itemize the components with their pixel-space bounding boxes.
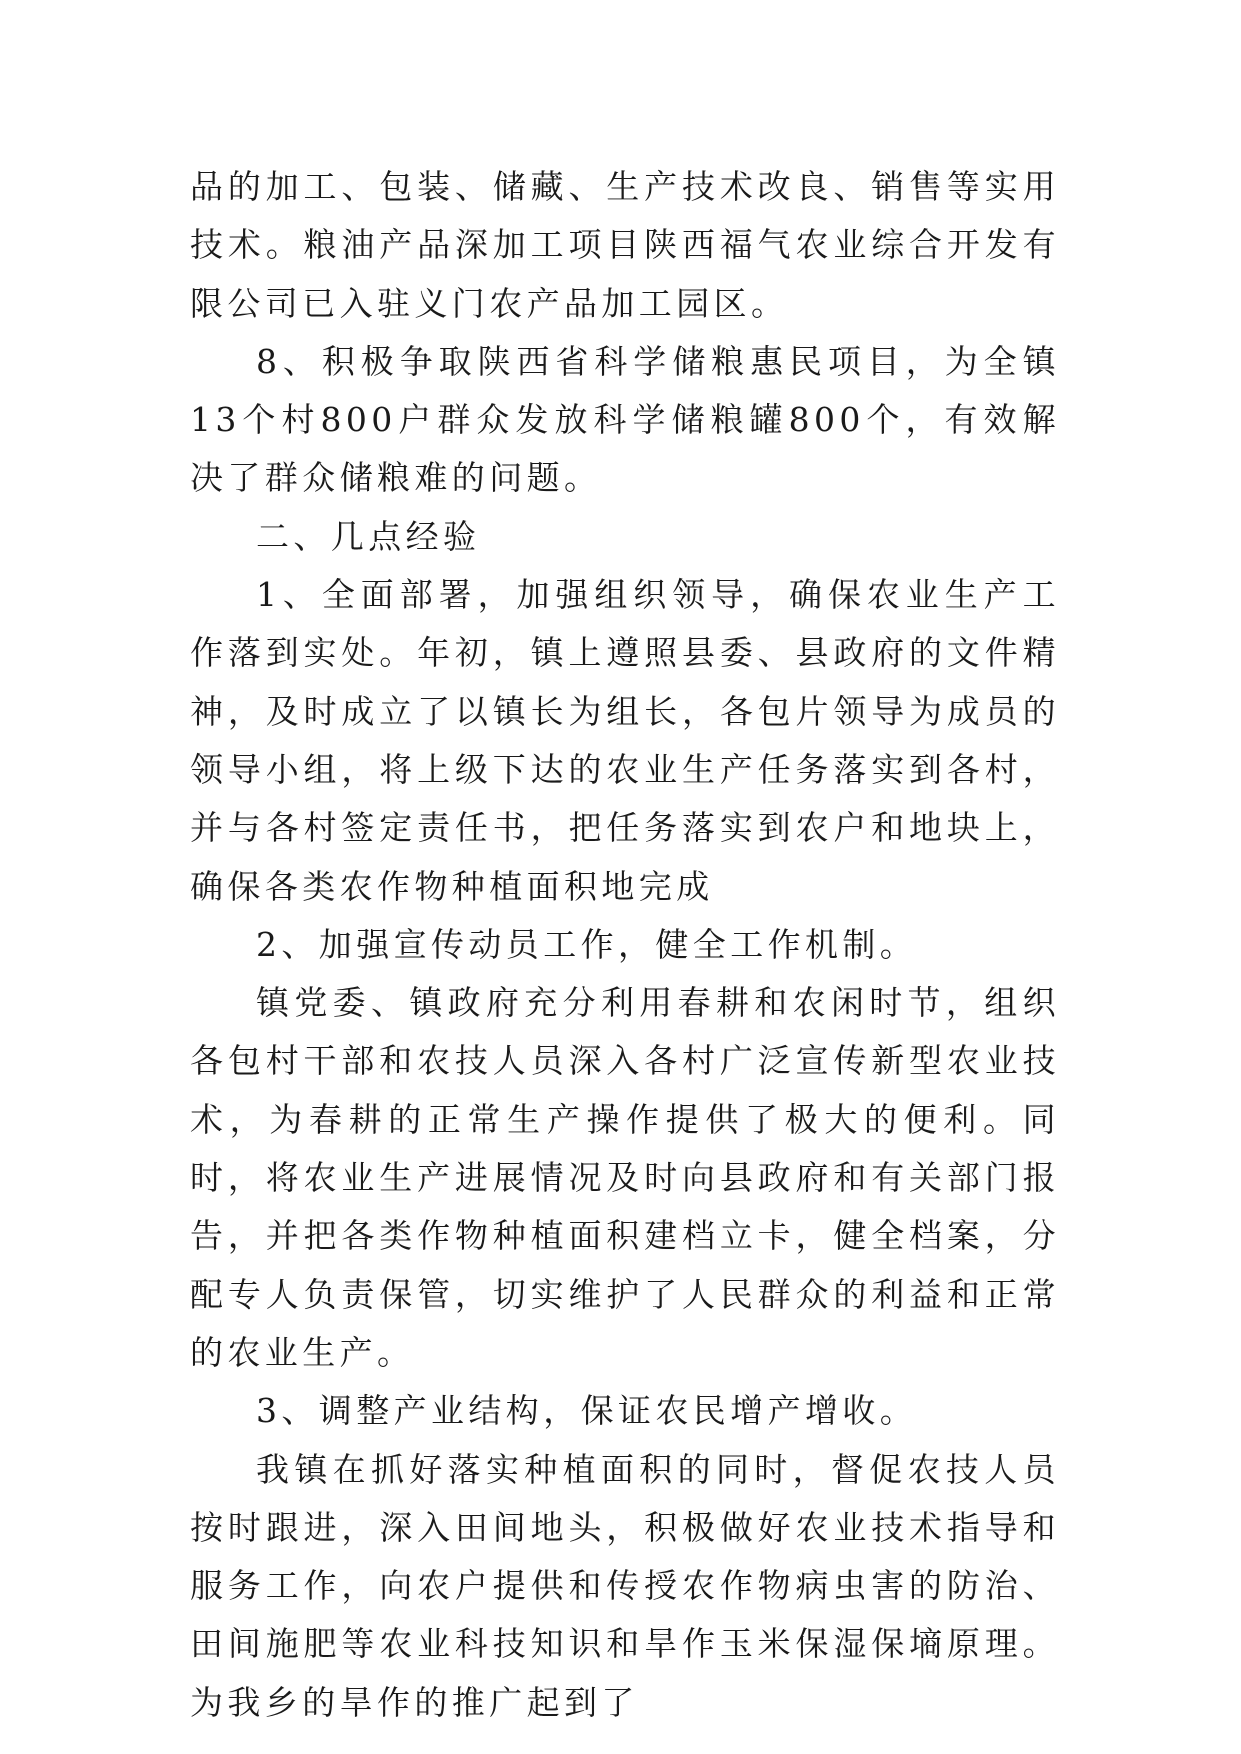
paragraph-continuation: 品的加工、包装、储藏、生产技术改良、销售等实用技术。粮油产品深加工项目陕西福气农业综合开发有限公司已入驻义门农产品加工园区。 — [190, 167, 1060, 323]
paragraph-item-2-heading: 2、加强宣传动员工作，健全工作机制。 — [256, 924, 918, 964]
paragraph-item-8: 8、积极争取陕西省科学储粮惠民项目，为全镇13个村800户群众发放科学储粮罐800个，有效解决了群众储粮难的问题。 — [190, 341, 1060, 498]
document-body — [190, 158, 1060, 1732]
section-heading-experience: 二、几点经验 — [256, 516, 481, 556]
paragraph-item-1: 1、全面部署，加强组织领导，确保农业生产工作落到实处。年初，镇上遵照县委、县政府的文件精神，及时成立了以镇长为组长，各包片领导为成员的领导小组，将上级下达的农业生产任务落实到各村，并与各村签定责任书，把任务落实到农户和地块上，确保各类农作物种植面积地完成 — [190, 575, 1060, 906]
paragraph-item-3-body: 我镇在抓好落实种植面积的同时，督促农技人员按时跟进，深入田间地头，积极做好农业技术指导和服务工作，向农户提供和传授农作物病虫害的防治、田间施肥等农业科技知识和旱作玉米保湿保墒原理。为我乡的旱作的推广起到了 — [190, 1449, 1060, 1722]
paragraph-item-3-heading: 3、调整产业结构，保证农民增产增收。 — [256, 1391, 918, 1431]
paragraph-item-2-body: 镇党委、镇政府充分利用春耕和农闲时节，组织各包村干部和农技人员深入各村广泛宣传新型农业技术，为春耕的正常生产操作提供了极大的便利。同时，将农业生产进展情况及时向县政府和有关部门报告，并把各类作物种植面积建档立卡，健全档案，分配专人负责保管，切实维护了人民群众的利益和正常的农业生产。 — [190, 983, 1060, 1372]
